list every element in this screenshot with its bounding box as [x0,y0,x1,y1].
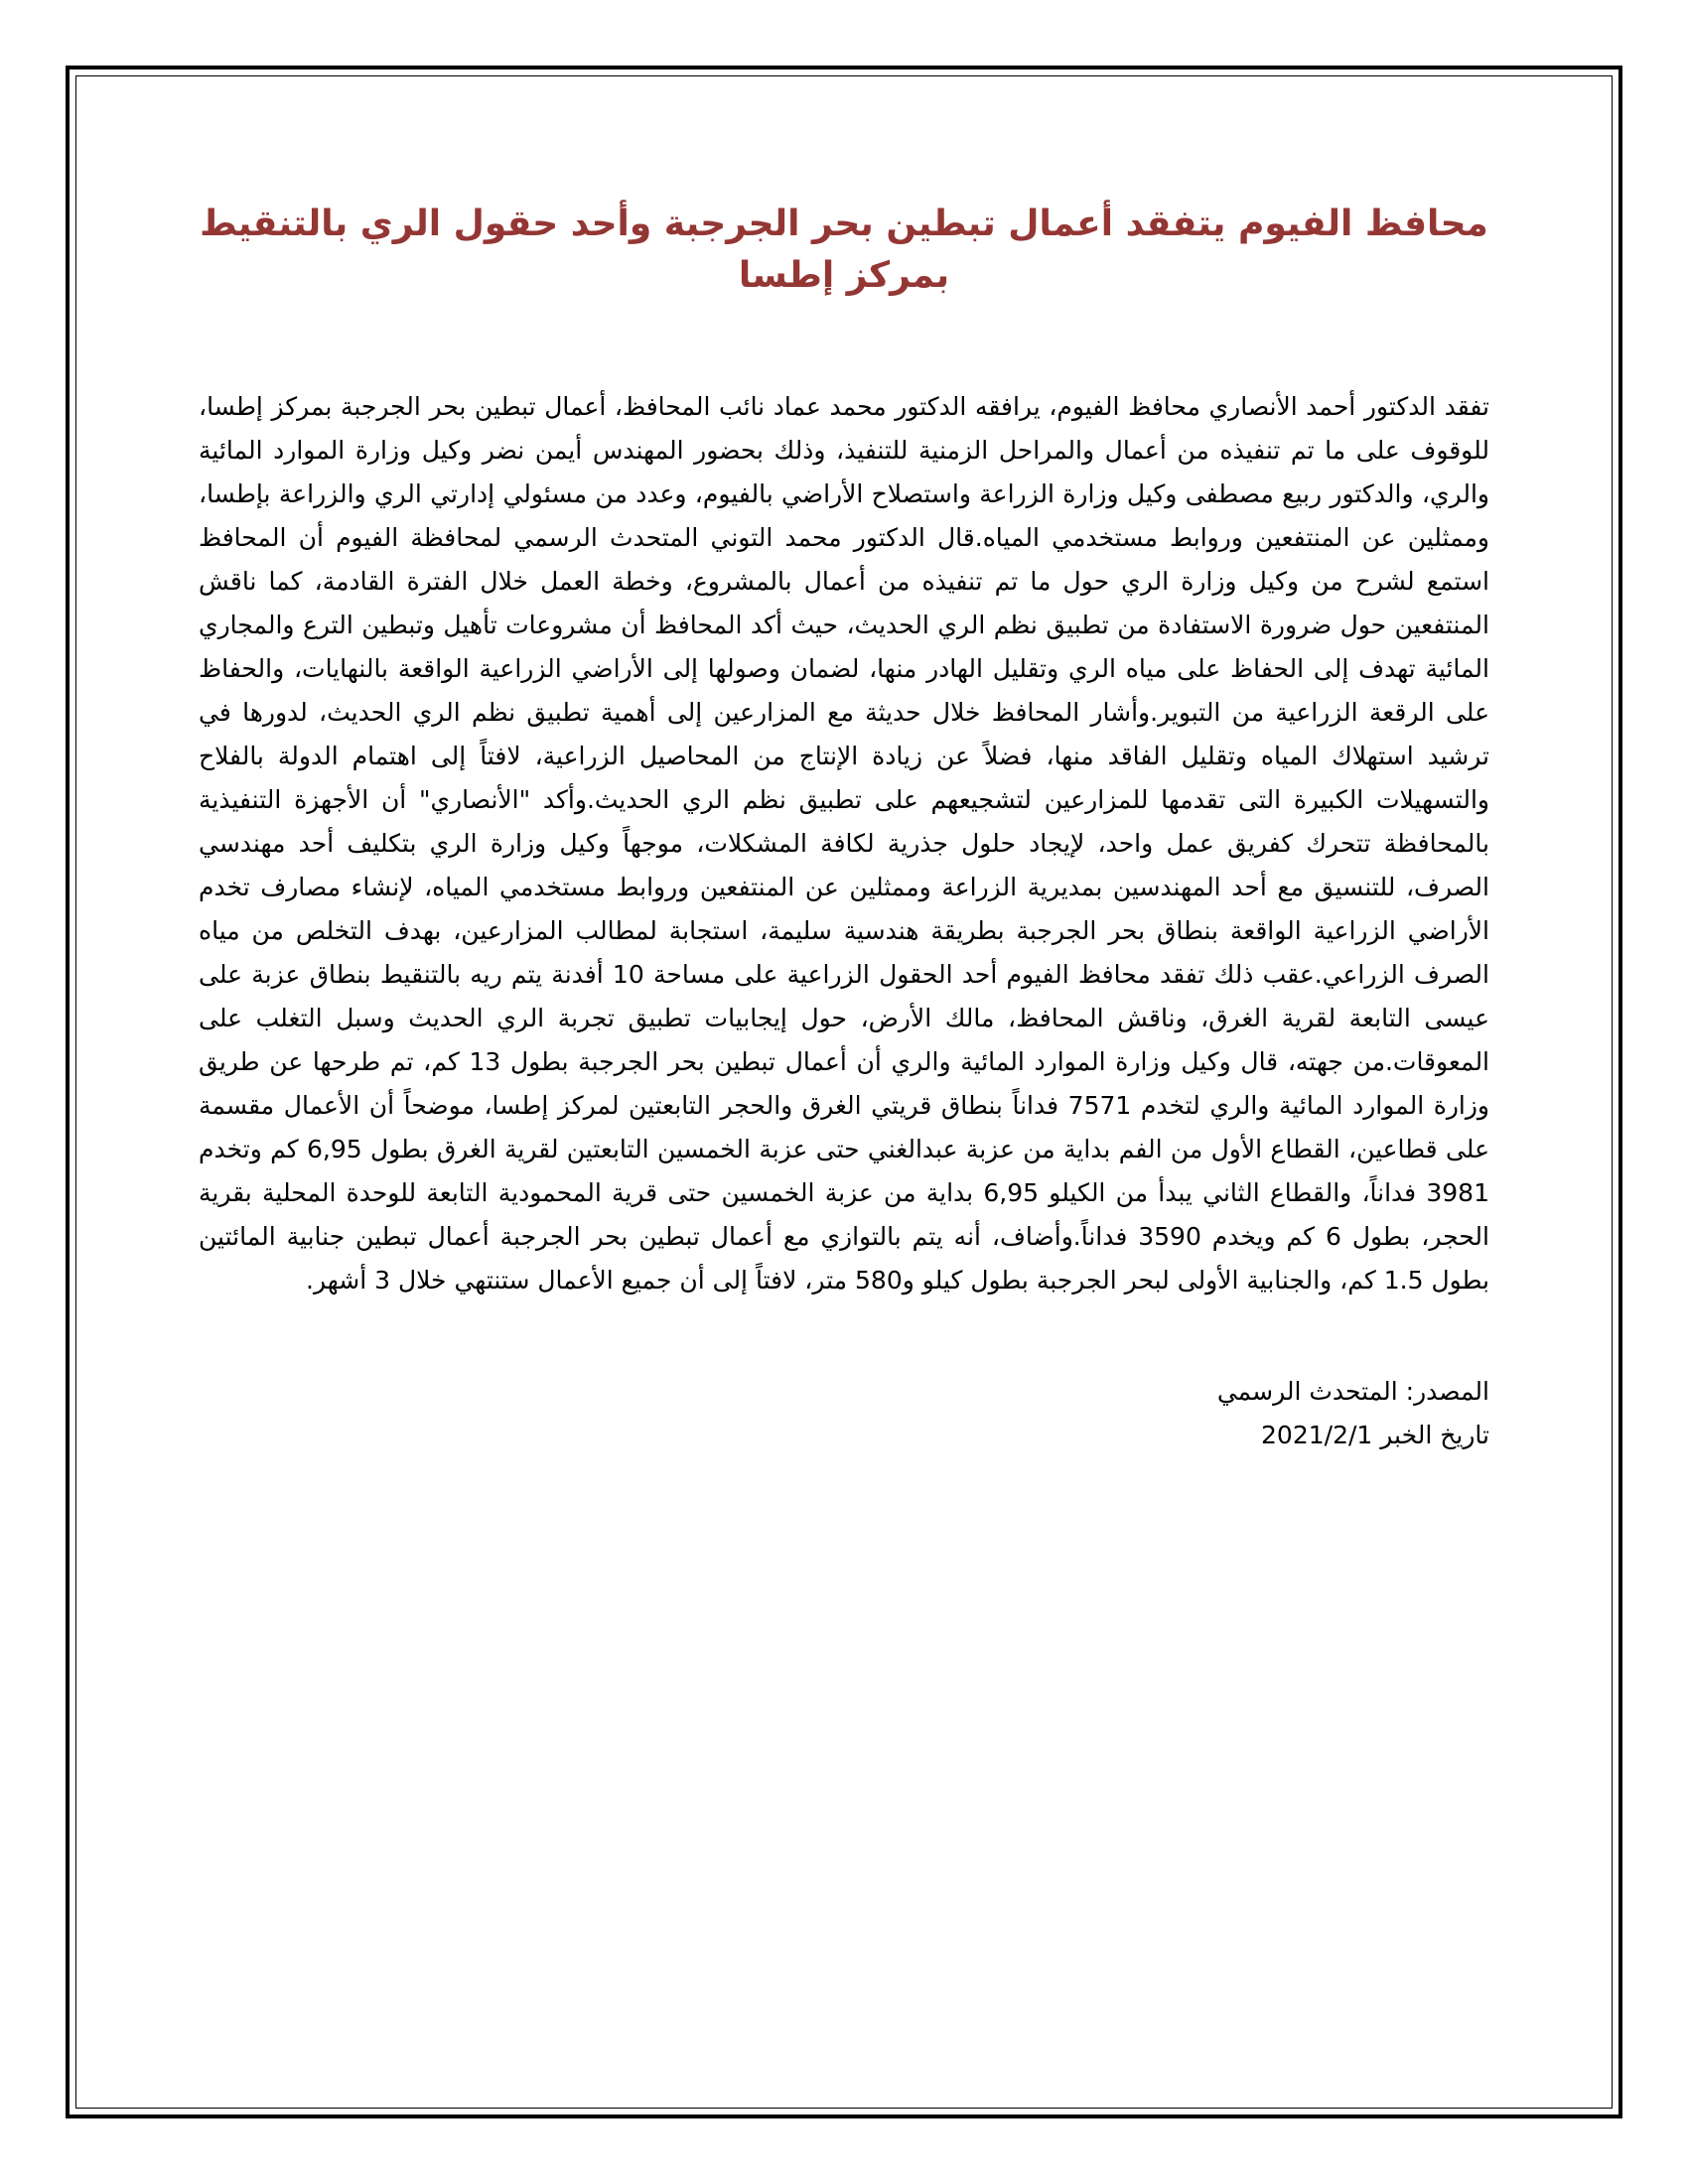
article-body: تفقد الدكتور أحمد الأنصاري محافظ الفيوم، يرافقه الدكتور محمد عماد نائب المحافظ، أعمال تبطين بحر الجرجبة بمركز إطسا، للوقوف على ما تم تنفيذه من أعمال والمراحل الزمنية للتنفيذ، وذلك بحضور المهندس أيمن نضر وكيل وزارة الموارد المائية والري، والدكتور ربيع مصطفى وكيل وزارة الزراعة واستصلاح الأراضي بالفيوم، وعدد من مسئولي إدارتي الري والزراعة بإطسا، وممثلين عن المنتفعين وروابط مستخدمي المياه.قال الدكتور محمد التوني المتحدث الرسمي لمحافظة الفيوم أن المحافظ استمع لشرح من وكيل وزارة الري حول ما تم تنفيذه من أعمال بالمشروع، وخطة العمل خلال الفترة القادمة، كما ناقش المنتفعين حول ضرورة الاستفادة من تطبيق نظم الري الحديث، حيث أكد المحافظ أن مشروعات تأهيل وتبطين الترع والمجاري المائية تهدف إلى الحفاظ على مياه الري وتقليل الهادر منها، لضمان وصولها إلى الأراضي الزراعية الواقعة بالنهايات، والحفاظ على الرقعة الزراعية من التبوير.وأشار المحافظ خلال حديثة مع المزارعين إلى أهمية تطبيق نظم الري الحديث، لدورها في ترشيد استهلاك المياه وتقليل الفاقد منها، فضلاً عن زيادة الإنتاج من المحاصيل الزراعية، لافتاً إلى اهتمام الدولة بالفلاح والتسهيلات الكبيرة التى تقدمها للمزارعين لتشجيعهم على تطبيق نظم الري الحديث.وأكد "الأنصاري" أن الأجهزة التنفيذية بالمحافظة تتحرك كفريق عمل واحد، لإيجاد حلول جذرية لكافة المشكلات، موجهاً وكيل وزارة الري بتكليف أحد مهندسي الصرف، للتنسيق مع أحد المهندسين بمديرية الزراعة وممثلين عن المنتفعين وروابط مستخدمي المياه، لإنشاء مصارف تخدم الأراضي الزراعية الواقعة بنطاق بحر الجرجبة بطريقة هندسية سليمة، استجابة لمطالب المزارعين، بهدف التخلص من مياه الصرف الزراعي.عقب ذلك تفقد محافظ الفيوم أحد الحقول الزراعية على مساحة 10 أفدنة يتم ريه بالتنقيط بنطاق عزبة على عيسى التابعة لقرية الغرق، وناقش المحافظ، مالك الأرض، حول إيجابيات تطبيق تجربة الري الحديث وسبل التغلب على المعوقات.من جهته، قال وكيل وزارة الموارد المائية والري أن أعمال تبطين بحر الجرجبة بطول 13 كم، تم طرحها عن طريق وزارة الموارد المائية والري لتخدم 7571 فداناً بنطاق قريتي الغرق والحجر التابعتين لمركز إطسا، موضحاً أن الأعمال مقسمة على قطاعين، القطاع الأول من الفم بداية من عزبة عبدالغني حتى عزبة الخمسين التابعتين لقرية الغرق بطول 6,95 كم وتخدم 3981 فداناً، والقطاع الثاني يبدأ من الكيلو 6,95 بداية من عزبة الخمسين حتى قرية المحمودية التابعة للوحدة المحلية بقرية الحجر، بطول 6 كم ويخدم 3590 فداناً.وأضاف، أنه يتم بالتوازي مع أعمال تبطين بحر الجرجبة أعمال تبطين جنابية المائتين بطول 1.5 كم، والجنابية الأولى لبحر الجرجبة بطول كيلو و580 متر، لافتاً إلى أن جميع الأعمال ستنتهي خلال 3 أشهر. [199,392,1490,1295]
document-title: محافظ الفيوم يتفقد أعمال تبطين بحر الجرجبة وأحد حقول الري بالتنقيط بمركز إطسا [200,204,1488,296]
document-content [199,199,1489,1457]
source-line: المصدر: المتحدث الرسمي [1216,1377,1489,1406]
date-line: تاريخ الخبر 2021/2/1 [1261,1421,1489,1449]
article-meta [199,1370,1489,1457]
